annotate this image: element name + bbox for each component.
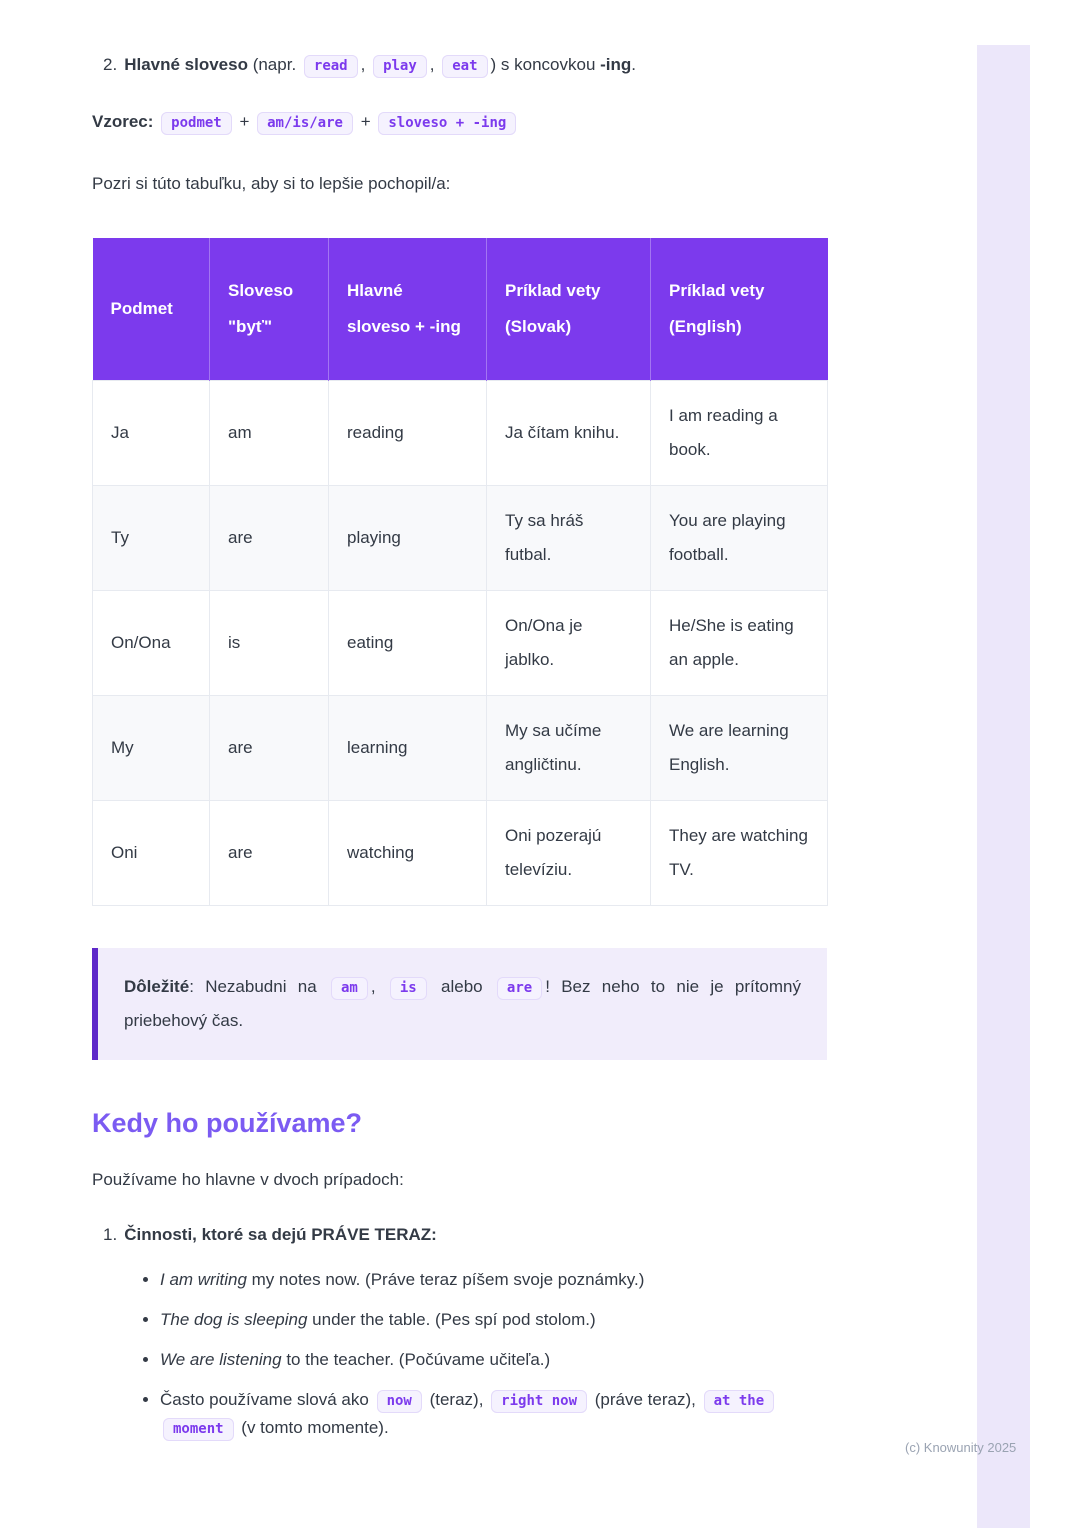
- table-header-cell: Hlavné sloveso + -ing: [329, 238, 487, 381]
- table-header-cell: Sloveso "byť": [210, 238, 329, 381]
- conjugation-table: [92, 238, 828, 907]
- list-item: [160, 1386, 827, 1440]
- callout-text: ! Bez neho to nie je prítomný priebehový čas.: [124, 977, 802, 1031]
- code-chip-am-is-are: am/is/are: [257, 112, 353, 135]
- table-cell: watching: [329, 801, 487, 906]
- table-cell: You are playing football.: [651, 486, 828, 591]
- table-header-cell: Príklad vety (English): [651, 238, 828, 381]
- list-item: [160, 1306, 827, 1333]
- callout-text: alebo: [429, 977, 494, 997]
- code-chip-are: are: [497, 977, 542, 1000]
- section-heading-usage: Kedy ho používame?: [92, 1108, 363, 1139]
- table-cell: On/Ona: [93, 591, 210, 696]
- table-cell: eating: [329, 591, 487, 696]
- code-chip-is: is: [390, 977, 427, 1000]
- table-cell: learning: [329, 696, 487, 801]
- page-side-gutter: [977, 45, 1030, 1528]
- example-italic: We are listening: [160, 1350, 282, 1370]
- table-row: [93, 696, 828, 801]
- code-chip-sloveso-ing: sloveso + -ing: [378, 112, 516, 135]
- knowunity-watermark: (c) Knowunity 2025: [905, 1440, 1017, 1455]
- example-text: (práve teraz),: [590, 1390, 701, 1410]
- example-text: (v tomto momente).: [236, 1417, 389, 1437]
- code-chip-now: now: [377, 1390, 422, 1413]
- table-cell: reading: [329, 381, 487, 486]
- table-cell: Oni pozerajú televíziu.: [487, 801, 651, 906]
- example-text: Často používame slová ako: [160, 1390, 374, 1410]
- table-cell: I am reading a book.: [651, 381, 828, 486]
- table-cell: Ty sa hráš futbal.: [487, 486, 651, 591]
- table-cell: He/She is eating an apple.: [651, 591, 828, 696]
- code-chip-eat: eat: [442, 55, 487, 78]
- important-callout: [92, 948, 827, 1060]
- example-text: my notes now. (Práve teraz píšem svoje poznámky.): [246, 1269, 645, 1289]
- examples-list: [92, 1266, 827, 1441]
- table-cell: My: [93, 696, 210, 801]
- table-cell: We are learning English.: [651, 696, 828, 801]
- table-cell: Oni: [93, 801, 210, 906]
- formula-line: [92, 108, 827, 137]
- table-cell: Ja: [93, 381, 210, 486]
- table-cell: They are watching TV.: [651, 801, 828, 906]
- table-row: [93, 801, 828, 906]
- plus-sign: +: [234, 112, 255, 132]
- plus-sign: +: [355, 112, 376, 132]
- code-chip-play: play: [373, 55, 427, 78]
- main-verb-label: Hlavné sloveso: [124, 55, 248, 74]
- table-cell: Ja čítam knihu.: [487, 381, 651, 486]
- code-chip-podmet: podmet: [161, 112, 232, 135]
- table-cell: playing: [329, 486, 487, 591]
- table-header-row: [93, 238, 828, 381]
- table-cell: Ty: [93, 486, 210, 591]
- item-text: (napr.: [247, 55, 301, 74]
- table-row: [93, 486, 828, 591]
- usage-lead-text: Používame ho hlavne v dvoch prípadoch:: [92, 1170, 404, 1190]
- formula-label: Vzorec:: [92, 112, 154, 132]
- example-italic: I am writing: [160, 1269, 247, 1289]
- table-intro-text: Pozri si túto tabuľku, aby si to lepšie pochopil/a:: [92, 174, 451, 194]
- item-number: 1.: [103, 1224, 118, 1244]
- table-cell: am: [210, 381, 329, 486]
- example-text: (teraz),: [424, 1390, 489, 1410]
- table-cell: are: [210, 696, 329, 801]
- example-text: under the table. (Pes spí pod stolom.): [307, 1310, 596, 1330]
- example-text: to the teacher. (Počúvame učiteľa.): [281, 1350, 551, 1370]
- code-chip-right-now: right now: [491, 1390, 587, 1413]
- callout-label: Dôležité: [124, 977, 190, 997]
- separator-text: ,: [360, 55, 371, 74]
- document-content: [92, 52, 827, 1441]
- table-row: [93, 381, 828, 486]
- code-chip-read: read: [304, 55, 358, 78]
- numbered-item-1: [92, 1222, 827, 1248]
- code-chip-am: am: [331, 977, 368, 1000]
- table-cell: is: [210, 591, 329, 696]
- list-item: [160, 1346, 827, 1373]
- list-item: [160, 1266, 827, 1293]
- table-cell: On/Ona je jablko.: [487, 591, 651, 696]
- table-row: [93, 591, 828, 696]
- activities-now-label: Činnosti, ktoré sa dejú PRÁVE TERAZ:: [124, 1224, 437, 1244]
- item-number: 2.: [103, 55, 118, 74]
- table-header-cell: Príklad vety (Slovak): [487, 238, 651, 381]
- table-cell: My sa učíme angličtinu.: [487, 696, 651, 801]
- table-header-cell: Podmet: [93, 238, 210, 381]
- ing-suffix-label: -ing: [600, 55, 632, 74]
- table-cell: are: [210, 801, 329, 906]
- numbered-item-2: [92, 52, 827, 78]
- separator-text: ,: [429, 55, 440, 74]
- item-text: ) s koncovkou: [490, 55, 601, 74]
- callout-text: : Nezabudni na: [189, 977, 328, 997]
- item-text: .: [631, 55, 637, 74]
- callout-text: ,: [370, 977, 387, 997]
- table-cell: are: [210, 486, 329, 591]
- code-chip-at-the-moment: at the moment: [163, 1390, 774, 1440]
- example-italic: The dog is sleeping: [160, 1310, 308, 1330]
